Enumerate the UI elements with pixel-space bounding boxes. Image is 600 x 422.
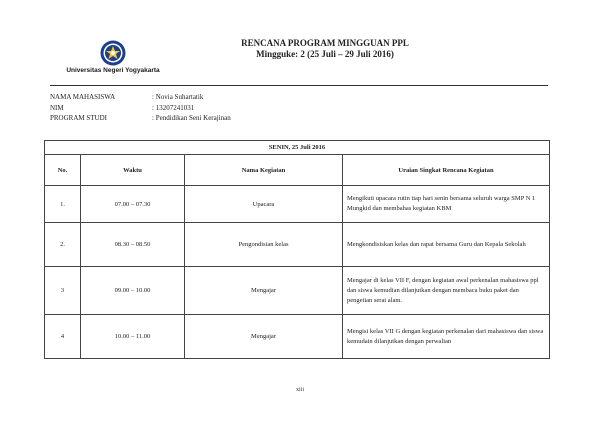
logo-caption: Universitas Negeri Yogyakarta: [66, 67, 160, 74]
info-value: : Pendidikan Seni Kerajinan: [152, 114, 231, 122]
cell-time: 07.00 – 07.30: [81, 186, 185, 223]
university-emblem-icon: [100, 40, 126, 66]
cell-no: 1.: [45, 186, 81, 223]
cell-time: 09.00 – 10.00: [81, 267, 185, 315]
table-row: [45, 186, 550, 223]
cell-desc: Mengikuti upacara rutin tiap hari senin bersama seluruh warga SMP N 1 Mungkid dan membahas kegiatan KBM: [343, 186, 550, 223]
col-header-name: Nama Kegiatan: [185, 155, 343, 186]
col-header-time: Waktu: [81, 155, 185, 186]
cell-name: Mengajar: [185, 315, 343, 359]
cell-name: Pengondisian kelas: [185, 223, 343, 267]
university-logo: [58, 40, 168, 74]
table-row: [45, 315, 550, 359]
cell-no: 3: [45, 267, 81, 315]
info-label: NIM: [50, 103, 64, 112]
info-row-nim: [50, 103, 231, 114]
header-divider: [50, 85, 548, 86]
col-header-desc: Uraian Singkat Rencana Kegiatan: [343, 155, 550, 186]
cell-time: 08.30 – 08.50: [81, 223, 185, 267]
cell-name: Mengajar: [185, 267, 343, 315]
cell-no: 2.: [45, 223, 81, 267]
day-header-row: [45, 141, 550, 155]
info-row-program: [50, 113, 231, 124]
info-value: : 13207241031: [152, 103, 195, 112]
cell-desc: Mengkondisiskan kelas dan rapat bersama Guru dan Kepala Sekolah: [343, 223, 550, 267]
cell-desc: Mengisi kelas VII G dengan kegiatan perkenalan dari mahasiswa dan siswa kemudain dilanjutkan dengan perwalian: [343, 315, 550, 359]
document-title: RENCANA PROGRAM MINGGUAN PPL: [241, 38, 409, 48]
table-row: [45, 223, 550, 267]
student-info: [50, 92, 231, 124]
info-value: : Novia Suhartatik: [152, 93, 204, 101]
weekly-plan-table: [44, 140, 550, 359]
table-row: [45, 267, 550, 315]
document-subtitle: Mingguke: 2 (25 Juli – 29 Juli 2016): [256, 49, 394, 59]
cell-no: 4: [45, 315, 81, 359]
day-title: SENIN, 25 Juli 2016: [45, 141, 550, 155]
info-label: PROGRAM STUDI: [50, 114, 107, 122]
col-header-no: No.: [45, 155, 81, 186]
column-header-row: [45, 155, 550, 186]
cell-name: Upacara: [185, 186, 343, 223]
document-header: [170, 38, 480, 60]
cell-desc: Mengajar di kelas VII F, dengan kegiatan awal perkenalan mahasiswa ppl dan siswa kemudian dilanjutkan dengan membaca buku paket dan pengetian serat alam.: [343, 267, 550, 315]
info-label: NAMA MAHASISWA: [50, 93, 116, 101]
cell-time: 10.00 – 11.00: [81, 315, 185, 359]
page-number: xiii: [295, 387, 304, 393]
info-row-name: [50, 92, 231, 103]
